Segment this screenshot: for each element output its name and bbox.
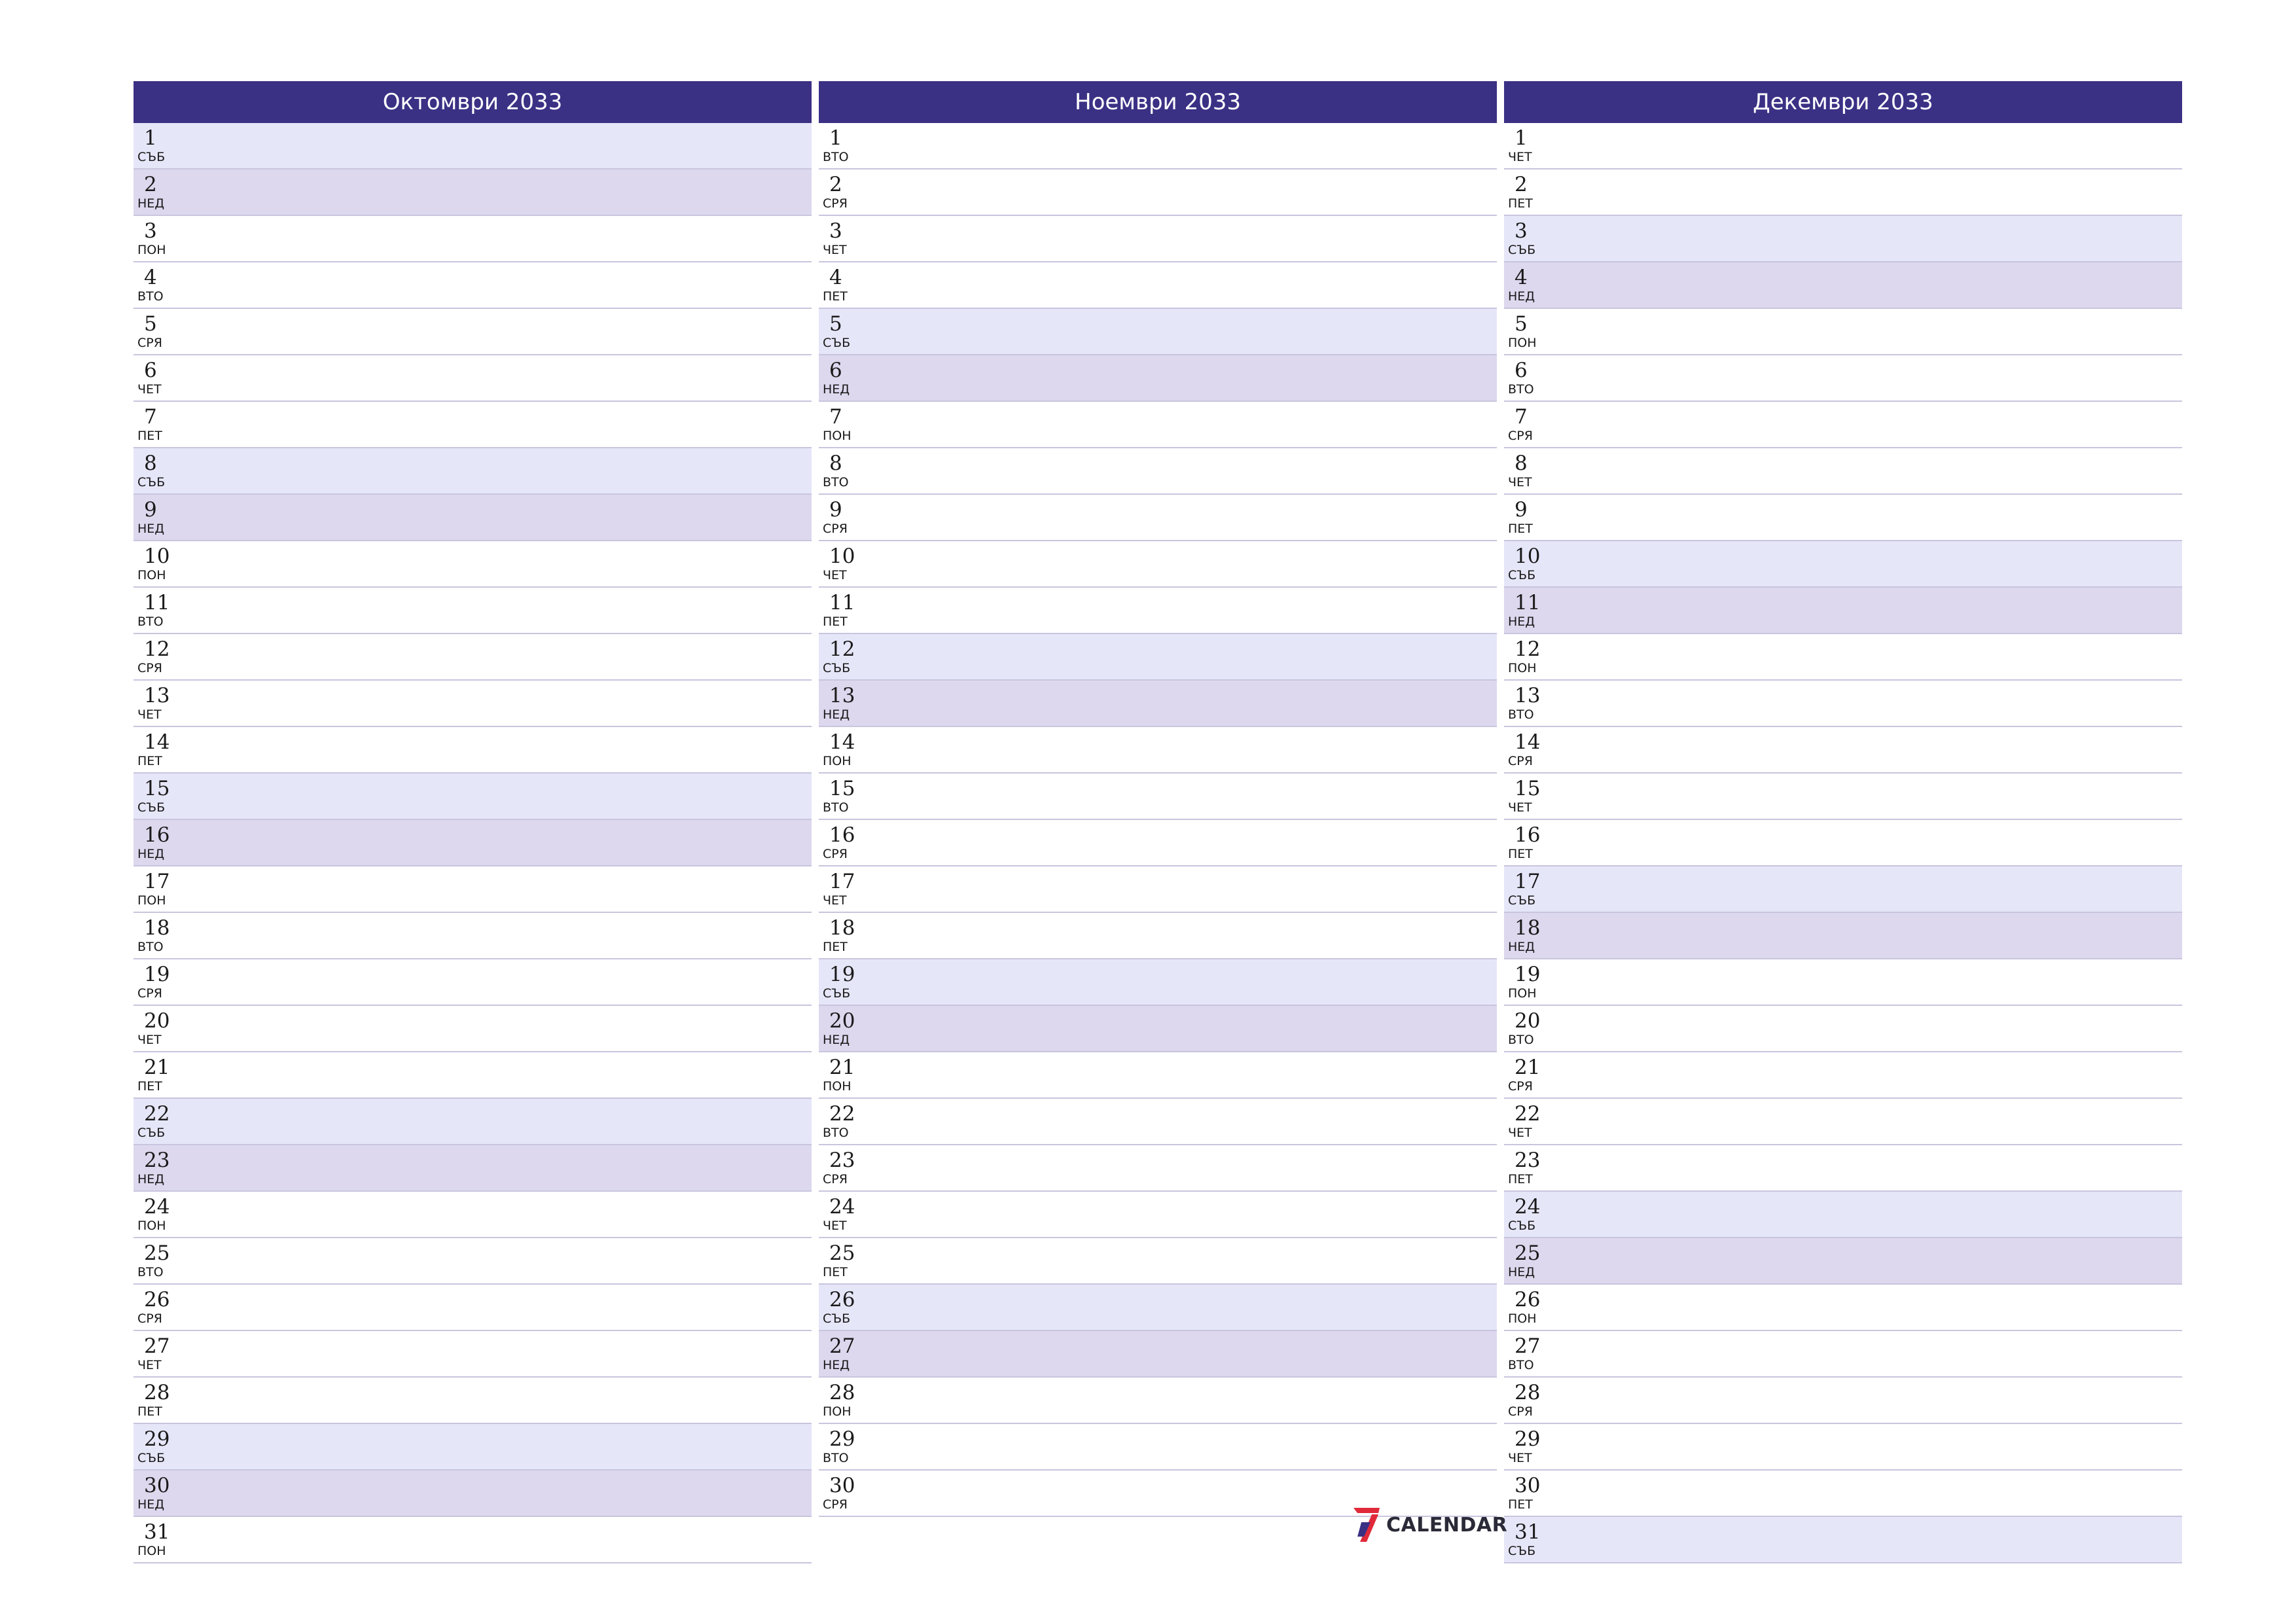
day-row xyxy=(134,913,812,959)
day-row xyxy=(1504,913,2182,959)
day-number: 24 xyxy=(144,1195,170,1219)
day-row xyxy=(1504,1145,2182,1192)
day-number: 5 xyxy=(144,312,157,336)
day-row xyxy=(819,1052,1497,1099)
day-number: 4 xyxy=(829,266,842,289)
day-row xyxy=(819,959,1497,1006)
weekday-label: СРЯ xyxy=(823,1172,848,1186)
day-row xyxy=(1504,1424,2182,1471)
day-row xyxy=(1504,681,2182,727)
day-number: 16 xyxy=(1515,823,1541,847)
weekday-label: ПОН xyxy=(1508,986,1537,1001)
weekday-label: ПЕТ xyxy=(1508,522,1533,536)
day-number: 21 xyxy=(1515,1056,1541,1079)
day-row xyxy=(134,495,812,541)
day-number: 7 xyxy=(144,405,157,429)
weekday-label: НЕД xyxy=(1508,289,1535,304)
weekday-label: СЪБ xyxy=(1508,1544,1536,1558)
weekday-label: ПОН xyxy=(137,1219,166,1233)
weekday-label: СРЯ xyxy=(823,847,848,861)
weekday-label: ЧЕТ xyxy=(1508,150,1532,164)
day-row xyxy=(819,1378,1497,1424)
day-number: 27 xyxy=(829,1334,855,1358)
weekday-label: ПОН xyxy=(137,568,166,582)
weekday-label: ВТО xyxy=(1508,382,1534,397)
day-row xyxy=(134,355,812,402)
weekday-label: ПЕТ xyxy=(1508,1497,1533,1512)
weekday-label: НЕД xyxy=(1508,940,1535,954)
day-number: 29 xyxy=(829,1427,855,1451)
weekday-label: СЪБ xyxy=(1508,1219,1536,1233)
day-row xyxy=(819,913,1497,959)
day-row xyxy=(819,1285,1497,1331)
day-number: 24 xyxy=(1515,1195,1541,1219)
day-number: 25 xyxy=(1515,1241,1541,1265)
weekday-label: ВТО xyxy=(823,1126,849,1140)
day-row xyxy=(134,1006,812,1052)
day-number: 25 xyxy=(144,1241,170,1265)
day-row xyxy=(1504,820,2182,866)
day-row xyxy=(134,1378,812,1424)
day-number: 13 xyxy=(829,684,855,707)
day-number: 13 xyxy=(1515,684,1541,707)
weekday-label: СРЯ xyxy=(1508,754,1533,768)
day-row xyxy=(819,588,1497,634)
day-number: 13 xyxy=(144,684,170,707)
weekday-label: СЪБ xyxy=(137,150,166,164)
day-list xyxy=(134,123,812,1563)
weekday-label: СРЯ xyxy=(1508,1404,1533,1419)
day-number: 3 xyxy=(144,219,157,243)
day-number: 7 xyxy=(1515,405,1528,429)
weekday-label: СЪБ xyxy=(1508,568,1536,582)
weekday-label: ПОН xyxy=(823,1079,852,1094)
day-row xyxy=(819,820,1497,866)
day-row xyxy=(1504,1331,2182,1378)
day-row xyxy=(1504,1285,2182,1331)
day-row xyxy=(134,681,812,727)
weekday-label: ВТО xyxy=(823,475,849,490)
weekday-label: ПОН xyxy=(1508,661,1537,675)
day-row xyxy=(1504,309,2182,355)
weekday-label: СРЯ xyxy=(137,1311,162,1326)
day-row xyxy=(1504,866,2182,913)
weekday-label: ЧЕТ xyxy=(823,893,847,908)
day-number: 31 xyxy=(144,1520,170,1544)
day-number: 20 xyxy=(144,1009,170,1033)
weekday-label: СРЯ xyxy=(137,986,162,1001)
day-row xyxy=(819,1192,1497,1238)
weekday-label: СРЯ xyxy=(137,661,162,675)
day-row xyxy=(819,1099,1497,1145)
day-number: 30 xyxy=(1515,1474,1541,1497)
day-row xyxy=(1504,1052,2182,1099)
day-number: 2 xyxy=(829,173,842,196)
day-row xyxy=(134,1099,812,1145)
day-row xyxy=(1504,634,2182,681)
day-number: 27 xyxy=(1515,1334,1541,1358)
weekday-label: ПЕТ xyxy=(1508,847,1533,861)
weekday-label: СЪБ xyxy=(823,1311,851,1326)
day-number: 8 xyxy=(829,452,842,475)
brand-logo xyxy=(1352,1505,1507,1544)
weekday-label: ПЕТ xyxy=(823,289,848,304)
day-row xyxy=(134,1331,812,1378)
day-row xyxy=(819,216,1497,262)
weekday-label: ПЕТ xyxy=(137,754,162,768)
day-number: 30 xyxy=(829,1474,855,1497)
weekday-label: НЕД xyxy=(137,1172,165,1186)
day-number: 2 xyxy=(144,173,157,196)
day-row xyxy=(1504,495,2182,541)
day-row xyxy=(1504,1192,2182,1238)
day-row xyxy=(1504,216,2182,262)
day-row xyxy=(1504,1471,2182,1517)
day-number: 28 xyxy=(144,1381,170,1404)
day-row xyxy=(819,866,1497,913)
weekday-label: НЕД xyxy=(823,1033,850,1047)
day-row xyxy=(819,541,1497,588)
day-row xyxy=(134,1471,812,1517)
weekday-label: ЧЕТ xyxy=(1508,475,1532,490)
day-number: 11 xyxy=(144,591,170,615)
weekday-label: ПЕТ xyxy=(823,615,848,629)
day-number: 19 xyxy=(1515,963,1541,986)
day-number: 11 xyxy=(1515,591,1541,615)
weekday-label: СЪБ xyxy=(137,1451,166,1465)
day-number: 17 xyxy=(1515,870,1541,893)
weekday-label: СЪБ xyxy=(823,661,851,675)
day-row xyxy=(819,402,1497,448)
day-row xyxy=(819,123,1497,169)
day-row xyxy=(134,123,812,169)
day-number: 25 xyxy=(829,1241,855,1265)
day-row xyxy=(819,1238,1497,1285)
day-number: 12 xyxy=(1515,637,1541,661)
month-column-october xyxy=(134,81,812,1563)
day-row xyxy=(134,1145,812,1192)
weekday-label: СЪБ xyxy=(137,1126,166,1140)
day-number: 5 xyxy=(1515,312,1528,336)
weekday-label: ПЕТ xyxy=(137,1404,162,1419)
day-number: 6 xyxy=(144,359,157,382)
weekday-label: НЕД xyxy=(137,522,165,536)
day-number: 22 xyxy=(1515,1102,1541,1126)
weekday-label: ВТО xyxy=(137,615,164,629)
day-number: 29 xyxy=(144,1427,170,1451)
day-number: 28 xyxy=(1515,1381,1541,1404)
day-number: 30 xyxy=(144,1474,170,1497)
weekday-label: НЕД xyxy=(1508,615,1535,629)
day-list xyxy=(1504,123,2182,1563)
day-number: 26 xyxy=(829,1288,855,1311)
day-number: 18 xyxy=(1515,916,1541,940)
day-number: 8 xyxy=(1515,452,1528,475)
weekday-label: ЧЕТ xyxy=(823,1219,847,1233)
day-row xyxy=(819,634,1497,681)
logo-text: CALENDAR xyxy=(1386,1513,1508,1537)
day-row xyxy=(819,309,1497,355)
weekday-label: ЧЕТ xyxy=(137,707,162,722)
day-number: 17 xyxy=(829,870,855,893)
weekday-label: ПОН xyxy=(137,1544,166,1558)
weekday-label: ВТО xyxy=(137,940,164,954)
day-number: 22 xyxy=(144,1102,170,1126)
weekday-label: НЕД xyxy=(137,1497,165,1512)
day-number: 16 xyxy=(144,823,170,847)
weekday-label: ПОН xyxy=(823,1404,852,1419)
day-row xyxy=(819,1424,1497,1471)
weekday-label: ПЕТ xyxy=(1508,196,1533,211)
month-column-november xyxy=(819,81,1497,1517)
weekday-label: ВТО xyxy=(823,1451,849,1465)
weekday-label: ЧЕТ xyxy=(137,1033,162,1047)
day-number: 23 xyxy=(1515,1149,1541,1172)
weekday-label: ПОН xyxy=(137,893,166,908)
day-row xyxy=(819,355,1497,402)
day-row xyxy=(134,866,812,913)
day-number: 31 xyxy=(1515,1520,1541,1544)
weekday-label: ВТО xyxy=(1508,1033,1534,1047)
weekday-label: ПЕТ xyxy=(137,1079,162,1094)
weekday-label: СЪБ xyxy=(823,336,851,350)
weekday-label: ПЕТ xyxy=(823,1265,848,1279)
day-row xyxy=(1504,123,2182,169)
weekday-label: ВТО xyxy=(137,1265,164,1279)
day-row xyxy=(1504,1517,2182,1563)
day-row xyxy=(1504,1378,2182,1424)
day-row xyxy=(134,1052,812,1099)
day-number: 23 xyxy=(829,1149,855,1172)
day-number: 19 xyxy=(144,963,170,986)
day-row xyxy=(134,1238,812,1285)
day-number: 3 xyxy=(829,219,842,243)
day-row xyxy=(1504,402,2182,448)
day-row xyxy=(134,588,812,634)
day-number: 6 xyxy=(1515,359,1528,382)
day-row xyxy=(1504,448,2182,495)
day-row xyxy=(134,774,812,820)
day-number: 22 xyxy=(829,1102,855,1126)
weekday-label: НЕД xyxy=(137,847,165,861)
day-row xyxy=(134,448,812,495)
weekday-label: ВТО xyxy=(1508,707,1534,722)
day-number: 3 xyxy=(1515,219,1528,243)
weekday-label: ПОН xyxy=(1508,336,1537,350)
day-number: 18 xyxy=(829,916,855,940)
day-number: 21 xyxy=(829,1056,855,1079)
day-row xyxy=(1504,774,2182,820)
day-number: 14 xyxy=(1515,730,1541,754)
day-number: 15 xyxy=(1515,777,1541,800)
day-number: 9 xyxy=(829,498,842,522)
day-number: 20 xyxy=(1515,1009,1541,1033)
day-row xyxy=(819,495,1497,541)
weekday-label: ПЕТ xyxy=(823,940,848,954)
day-row xyxy=(134,169,812,216)
day-row xyxy=(134,1285,812,1331)
day-number: 10 xyxy=(1515,544,1541,568)
day-number: 28 xyxy=(829,1381,855,1404)
day-number: 9 xyxy=(144,498,157,522)
day-row xyxy=(134,634,812,681)
day-row xyxy=(1504,588,2182,634)
weekday-label: ЧЕТ xyxy=(137,382,162,397)
weekday-label: СРЯ xyxy=(823,1497,848,1512)
day-number: 20 xyxy=(829,1009,855,1033)
weekday-label: СЪБ xyxy=(1508,893,1536,908)
day-row xyxy=(819,727,1497,774)
day-row xyxy=(1504,169,2182,216)
day-row xyxy=(1504,355,2182,402)
weekday-label: ВТО xyxy=(1508,1358,1534,1372)
day-row xyxy=(134,1192,812,1238)
weekday-label: ЧЕТ xyxy=(1508,800,1532,815)
day-row xyxy=(1504,959,2182,1006)
weekday-label: СРЯ xyxy=(137,336,162,350)
day-number: 27 xyxy=(144,1334,170,1358)
weekday-label: ПОН xyxy=(823,754,852,768)
weekday-label: ЧЕТ xyxy=(137,1358,162,1372)
day-row xyxy=(134,727,812,774)
weekday-label: ПОН xyxy=(137,243,166,257)
weekday-label: ПЕТ xyxy=(1508,1172,1533,1186)
seven-logo-icon xyxy=(1352,1507,1381,1543)
day-number: 4 xyxy=(144,266,157,289)
day-number: 18 xyxy=(144,916,170,940)
day-number: 14 xyxy=(144,730,170,754)
day-row xyxy=(1504,727,2182,774)
day-number: 24 xyxy=(829,1195,855,1219)
day-number: 1 xyxy=(829,126,842,150)
weekday-label: СРЯ xyxy=(1508,429,1533,443)
day-row xyxy=(819,1331,1497,1378)
day-number: 26 xyxy=(144,1288,170,1311)
day-row xyxy=(1504,262,2182,309)
weekday-label: СЪБ xyxy=(137,475,166,490)
day-number: 10 xyxy=(829,544,855,568)
weekday-label: СРЯ xyxy=(823,522,848,536)
day-row xyxy=(134,262,812,309)
day-row xyxy=(134,216,812,262)
day-number: 15 xyxy=(829,777,855,800)
day-number: 14 xyxy=(829,730,855,754)
day-number: 8 xyxy=(144,452,157,475)
weekday-label: ЧЕТ xyxy=(823,243,847,257)
day-number: 15 xyxy=(144,777,170,800)
day-number: 19 xyxy=(829,963,855,986)
month-header: Ноември 2033 xyxy=(819,81,1497,123)
day-number: 23 xyxy=(144,1149,170,1172)
day-row xyxy=(1504,1238,2182,1285)
day-list xyxy=(819,123,1497,1517)
day-number: 26 xyxy=(1515,1288,1541,1311)
weekday-label: СЪБ xyxy=(137,800,166,815)
day-number: 16 xyxy=(829,823,855,847)
day-number: 12 xyxy=(144,637,170,661)
weekday-label: СЪБ xyxy=(823,986,851,1001)
weekday-label: НЕД xyxy=(137,196,165,211)
day-row xyxy=(134,1424,812,1471)
weekday-label: ВТО xyxy=(823,800,849,815)
day-number: 10 xyxy=(144,544,170,568)
day-number: 6 xyxy=(829,359,842,382)
weekday-label: ВТО xyxy=(137,289,164,304)
weekday-label: ПЕТ xyxy=(137,429,162,443)
day-number: 2 xyxy=(1515,173,1528,196)
day-row xyxy=(819,1006,1497,1052)
weekday-label: ЧЕТ xyxy=(823,568,847,582)
weekday-label: ЧЕТ xyxy=(1508,1451,1532,1465)
day-row xyxy=(1504,1006,2182,1052)
day-row xyxy=(134,402,812,448)
weekday-label: НЕД xyxy=(823,1358,850,1372)
weekday-label: ПОН xyxy=(823,429,852,443)
day-number: 1 xyxy=(144,126,157,150)
day-row xyxy=(134,309,812,355)
weekday-label: НЕД xyxy=(823,707,850,722)
day-row xyxy=(819,262,1497,309)
day-number: 5 xyxy=(829,312,842,336)
day-number: 1 xyxy=(1515,126,1528,150)
weekday-label: ВТО xyxy=(823,150,849,164)
day-row xyxy=(134,959,812,1006)
day-row xyxy=(819,681,1497,727)
day-number: 29 xyxy=(1515,1427,1541,1451)
day-row xyxy=(819,169,1497,216)
weekday-label: НЕД xyxy=(823,382,850,397)
day-number: 4 xyxy=(1515,266,1528,289)
day-number: 21 xyxy=(144,1056,170,1079)
day-row xyxy=(134,541,812,588)
day-row xyxy=(134,1517,812,1563)
month-header: Декември 2033 xyxy=(1504,81,2182,123)
day-number: 11 xyxy=(829,591,855,615)
weekday-label: ПОН xyxy=(1508,1311,1537,1326)
day-row xyxy=(1504,541,2182,588)
weekday-label: СРЯ xyxy=(823,196,848,211)
weekday-label: СЪБ xyxy=(1508,243,1536,257)
weekday-label: ЧЕТ xyxy=(1508,1126,1532,1140)
day-number: 12 xyxy=(829,637,855,661)
month-column-december xyxy=(1504,81,2182,1563)
day-row xyxy=(819,774,1497,820)
day-number: 7 xyxy=(829,405,842,429)
weekday-label: СРЯ xyxy=(1508,1079,1533,1094)
day-row xyxy=(819,448,1497,495)
month-header: Октомври 2033 xyxy=(134,81,812,123)
weekday-label: НЕД xyxy=(1508,1265,1535,1279)
day-row xyxy=(1504,1099,2182,1145)
day-number: 9 xyxy=(1515,498,1528,522)
day-row xyxy=(819,1145,1497,1192)
day-row xyxy=(134,820,812,866)
day-number: 17 xyxy=(144,870,170,893)
